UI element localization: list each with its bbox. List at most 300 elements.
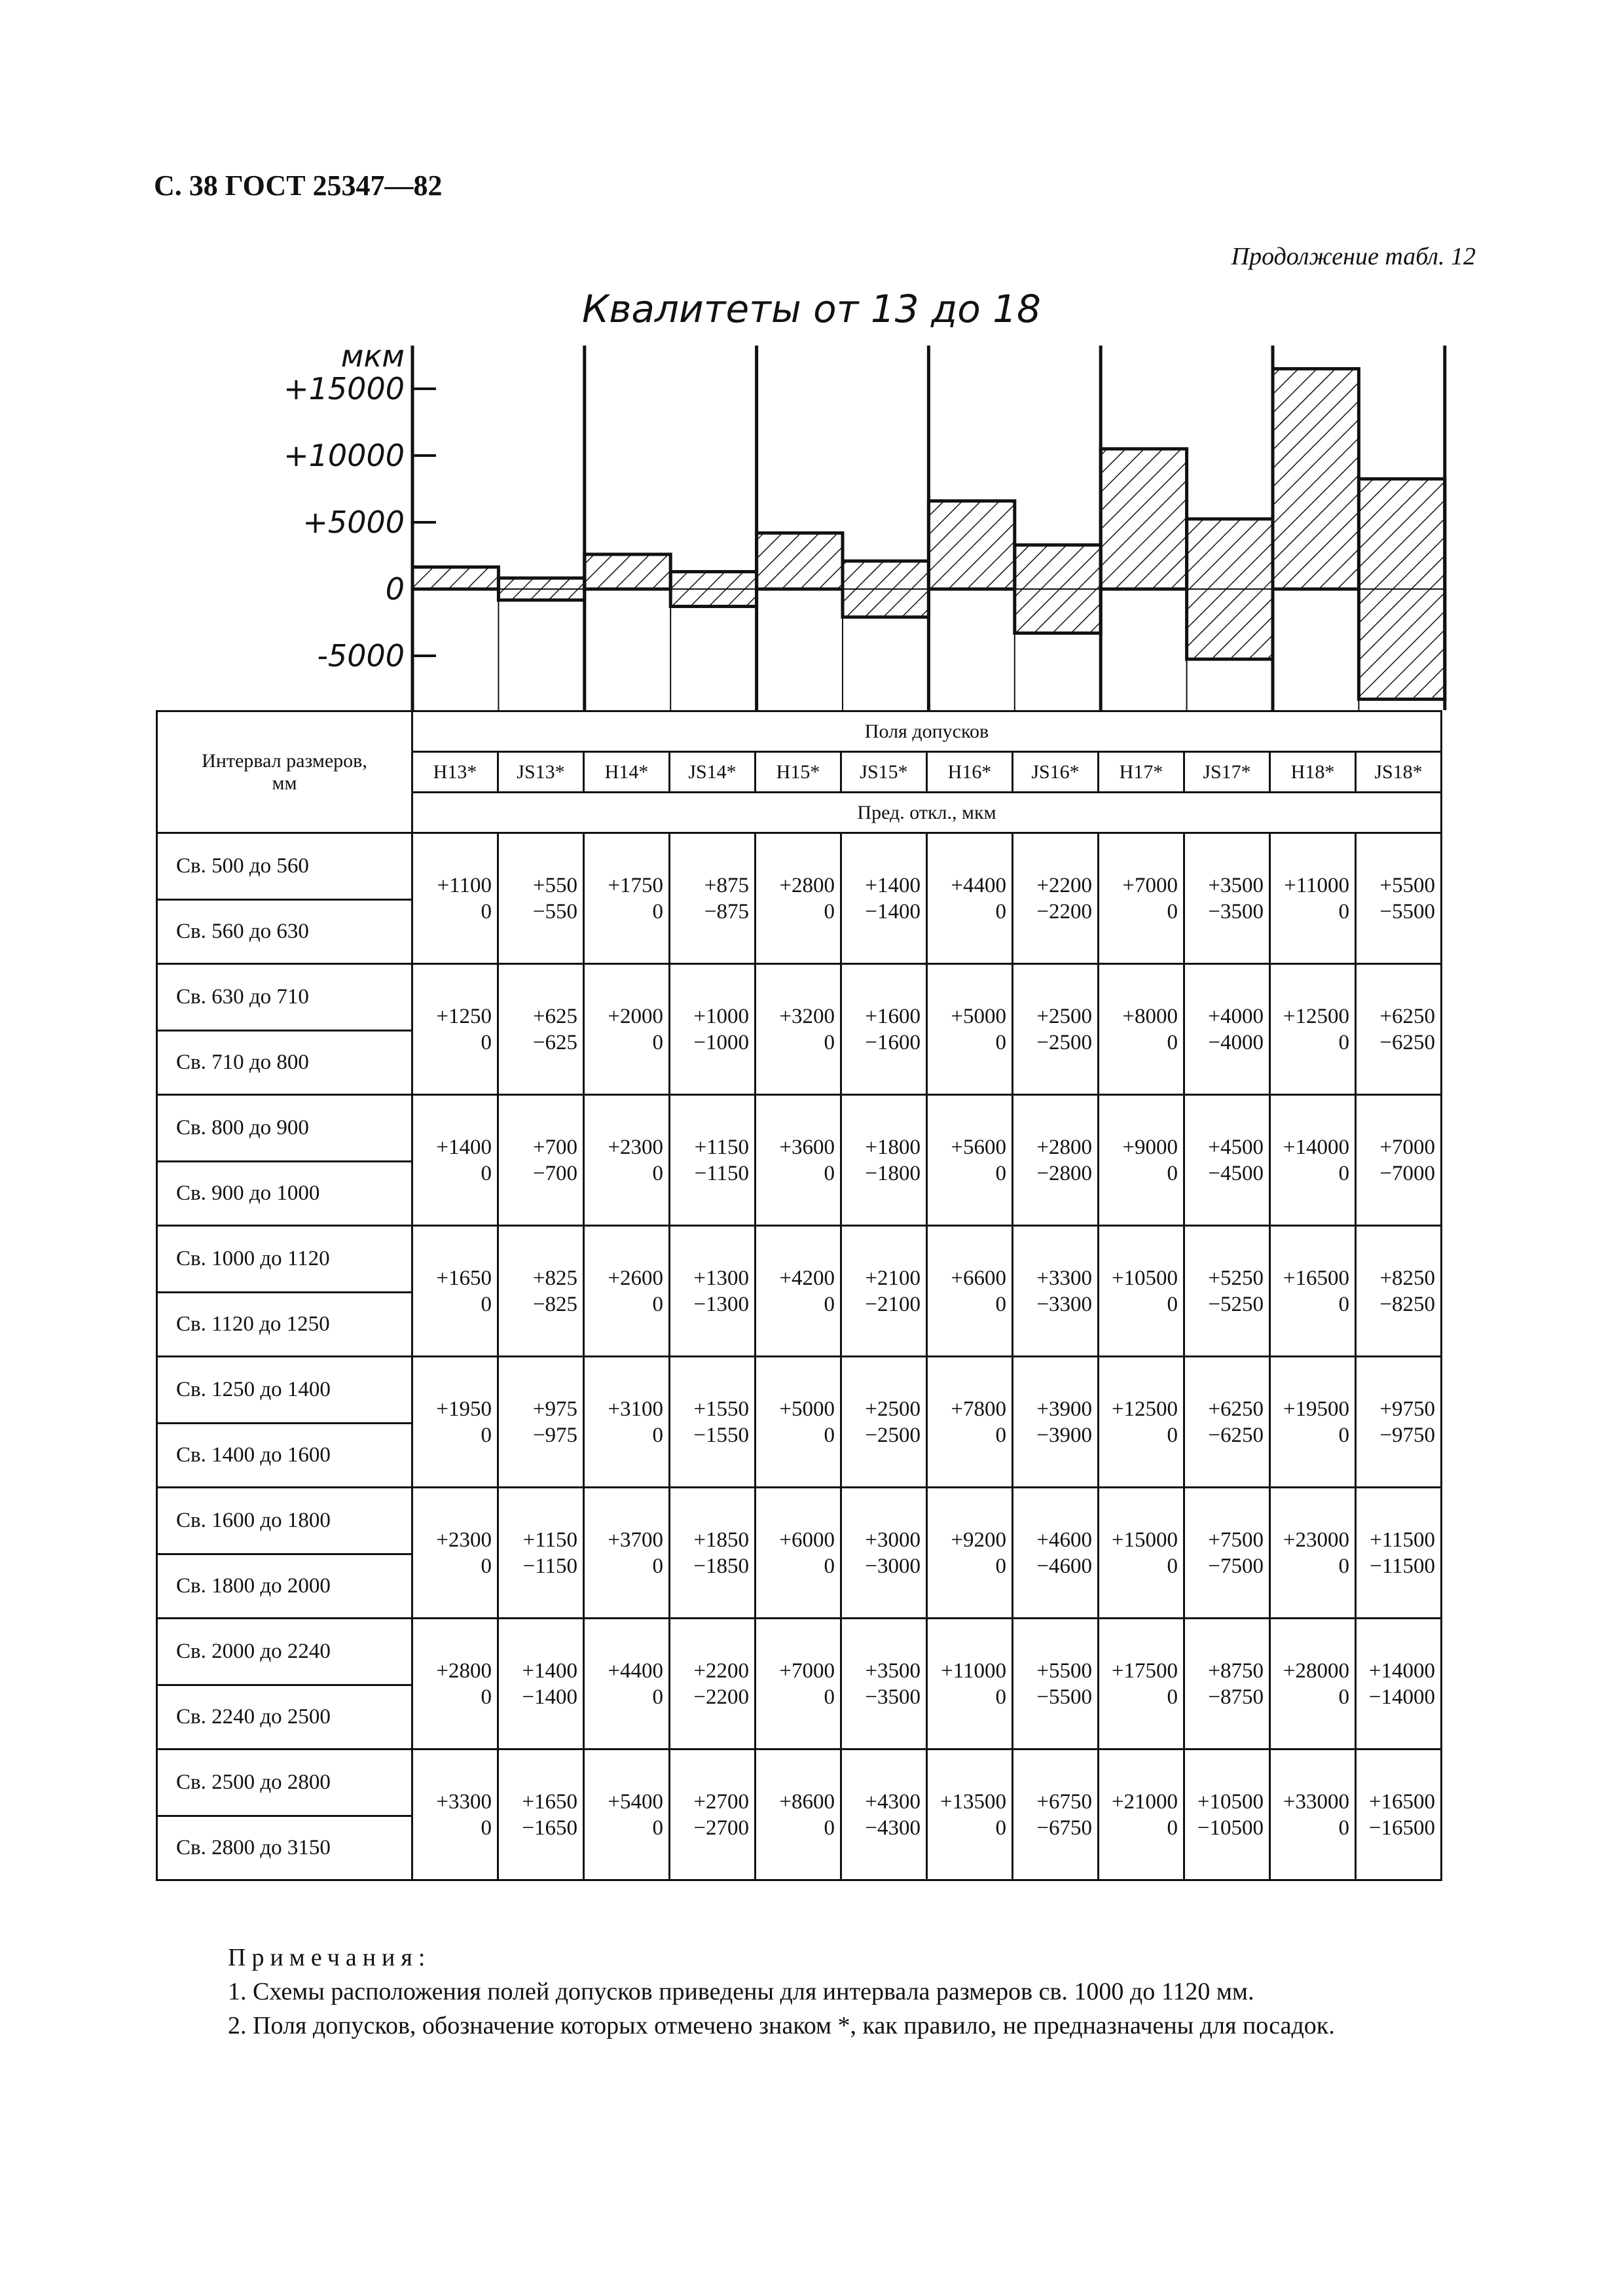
- lower-deviation: −8250: [1379, 1292, 1435, 1316]
- upper-deviation: +1850: [693, 1528, 749, 1552]
- deviation-cell: [927, 1226, 1013, 1357]
- y-tick-label: -5000: [317, 638, 405, 673]
- upper-deviation: +23000: [1283, 1528, 1349, 1552]
- deviation-header: Пред. откл., мкм: [412, 793, 1442, 833]
- upper-deviation: +3500: [865, 1659, 921, 1683]
- deviation-cell: [1013, 1749, 1099, 1880]
- deviation-cell: [670, 1488, 756, 1619]
- tolerance-bar-h15: [757, 533, 843, 589]
- upper-deviation: +4400: [951, 873, 1006, 897]
- note-1: 1. Схемы расположения полей допусков приведены для интервала размеров св. 1000 до 1120 мм.: [228, 1978, 1254, 2005]
- lower-deviation: −8750: [1208, 1685, 1264, 1709]
- interval-cell: Св. 1800 до 2000: [157, 1554, 412, 1619]
- lower-deviation: 0: [652, 1292, 663, 1316]
- interval-cell: Св. 1600 до 1800: [157, 1488, 412, 1554]
- deviation-cell: [1270, 1095, 1356, 1226]
- interval-cell: Св. 1400 до 1600: [157, 1424, 412, 1488]
- upper-deviation: +2000: [608, 1004, 663, 1028]
- deviation-cell: [1184, 833, 1270, 964]
- interval-cell: Св. 1000 до 1120: [157, 1226, 412, 1293]
- tolerance-bar-js13: [498, 578, 584, 600]
- upper-deviation: +3200: [779, 1004, 835, 1028]
- lower-deviation: 0: [824, 1423, 835, 1447]
- lower-deviation: −2100: [865, 1292, 921, 1316]
- lower-deviation: 0: [995, 1816, 1006, 1840]
- deviation-cell: [1270, 1749, 1356, 1880]
- lower-deviation: −5250: [1208, 1292, 1264, 1316]
- deviation-cell: [584, 1488, 670, 1619]
- upper-deviation: +9000: [1122, 1135, 1178, 1159]
- upper-deviation: +975: [532, 1397, 577, 1421]
- tolerance-bar-h13: [412, 567, 498, 589]
- upper-deviation: +2600: [608, 1266, 663, 1290]
- deviation-cell: [412, 1749, 498, 1880]
- deviation-cell: [1013, 1095, 1099, 1226]
- tolerance-bar-js16: [1015, 545, 1101, 634]
- interval-cell: Св. 560 до 630: [157, 900, 412, 964]
- upper-deviation: +4500: [1208, 1135, 1264, 1159]
- lower-deviation: −2200: [1036, 899, 1092, 924]
- deviation-cell: [1356, 964, 1442, 1095]
- upper-deviation: +7500: [1208, 1528, 1264, 1552]
- lower-deviation: −3000: [865, 1554, 921, 1578]
- deviation-cell: [584, 964, 670, 1095]
- upper-deviation: +2500: [865, 1397, 921, 1421]
- lower-deviation: −4300: [865, 1816, 921, 1840]
- deviation-cell: [498, 833, 584, 964]
- interval-cell: Св. 2500 до 2800: [157, 1749, 412, 1816]
- upper-deviation: +2100: [865, 1266, 921, 1290]
- column-header: JS18*: [1356, 752, 1442, 793]
- deviation-cell: [1184, 1488, 1270, 1619]
- lower-deviation: −1850: [693, 1554, 749, 1578]
- upper-deviation: +1150: [522, 1528, 577, 1552]
- upper-deviation: +8250: [1379, 1266, 1435, 1290]
- deviation-cell: [1184, 1357, 1270, 1488]
- notes-block: [156, 1941, 1472, 2043]
- deviation-cell: [1270, 1619, 1356, 1749]
- lower-deviation: 0: [1167, 1816, 1178, 1840]
- upper-deviation: +7000: [779, 1659, 835, 1683]
- deviation-cell: [1184, 1619, 1270, 1749]
- deviation-cell: [841, 1357, 927, 1488]
- lower-deviation: −4000: [1208, 1030, 1264, 1054]
- upper-deviation: +5400: [608, 1789, 663, 1814]
- interval-header: Интервал размеров, мм: [157, 711, 412, 833]
- tolerance-field-chart: [0, 0, 1623, 713]
- lower-deviation: 0: [824, 1816, 835, 1840]
- upper-deviation: +14000: [1368, 1659, 1435, 1683]
- lower-deviation: 0: [1167, 1423, 1178, 1447]
- lower-deviation: −7000: [1379, 1161, 1435, 1185]
- upper-deviation: +17500: [1111, 1659, 1178, 1683]
- lower-deviation: 0: [1338, 1161, 1349, 1185]
- column-header: H18*: [1270, 752, 1356, 793]
- interval-cell: Св. 1250 до 1400: [157, 1357, 412, 1424]
- lower-deviation: 0: [1167, 1292, 1178, 1316]
- lower-deviation: −2800: [1036, 1161, 1092, 1185]
- deviation-cell: [1013, 1357, 1099, 1488]
- lower-deviation: −825: [532, 1292, 577, 1316]
- lower-deviation: 0: [481, 1161, 492, 1185]
- interval-cell: Св. 900 до 1000: [157, 1162, 412, 1226]
- lower-deviation: −14000: [1368, 1685, 1435, 1709]
- deviation-cell: [927, 1357, 1013, 1488]
- lower-deviation: 0: [652, 1816, 663, 1840]
- upper-deviation: +1400: [436, 1135, 492, 1159]
- upper-deviation: +3600: [779, 1135, 835, 1159]
- deviation-cell: [584, 1095, 670, 1226]
- upper-deviation: +2800: [1036, 1135, 1092, 1159]
- tolerance-bar-js15: [843, 561, 928, 617]
- note-2: 2. Поля допусков, обозначение которых отмечено знаком *, как правило, не предназначены для посадок.: [228, 2012, 1335, 2039]
- column-header: JS17*: [1184, 752, 1270, 793]
- deviation-cell: [756, 1095, 841, 1226]
- upper-deviation: +12500: [1111, 1397, 1178, 1421]
- upper-deviation: +825: [532, 1266, 577, 1290]
- upper-deviation: +11000: [1284, 873, 1349, 897]
- lower-deviation: 0: [824, 1554, 835, 1578]
- upper-deviation: +13500: [939, 1789, 1006, 1814]
- lower-deviation: −1150: [522, 1554, 577, 1578]
- tolerance-bar-js17: [1187, 519, 1273, 659]
- lower-deviation: 0: [995, 899, 1006, 924]
- deviation-cell: [498, 1749, 584, 1880]
- deviation-cell: [584, 1619, 670, 1749]
- deviation-cell: [1356, 1749, 1442, 1880]
- deviation-cell: [498, 1357, 584, 1488]
- upper-deviation: +6750: [1036, 1789, 1092, 1814]
- upper-deviation: +16500: [1283, 1266, 1349, 1290]
- lower-deviation: 0: [995, 1292, 1006, 1316]
- lower-deviation: 0: [824, 1030, 835, 1054]
- upper-deviation: +2700: [693, 1789, 749, 1814]
- lower-deviation: −11500: [1370, 1554, 1435, 1578]
- upper-deviation: +1750: [608, 873, 663, 897]
- lower-deviation: −6750: [1036, 1816, 1092, 1840]
- upper-deviation: +625: [532, 1004, 577, 1028]
- lower-deviation: 0: [1338, 1554, 1349, 1578]
- upper-deviation: +11500: [1370, 1528, 1435, 1552]
- interval-cell: Св. 500 до 560: [157, 833, 412, 900]
- upper-deviation: +4200: [779, 1266, 835, 1290]
- tolerance-bar-h16: [928, 501, 1014, 589]
- lower-deviation: −10500: [1197, 1816, 1264, 1840]
- lower-deviation: −975: [532, 1423, 577, 1447]
- deviation-cell: [1356, 1095, 1442, 1226]
- lower-deviation: 0: [824, 1685, 835, 1709]
- upper-deviation: +19500: [1283, 1397, 1349, 1421]
- deviation-cell: [1099, 1619, 1184, 1749]
- column-header: H16*: [927, 752, 1013, 793]
- deviation-cell: [670, 1357, 756, 1488]
- lower-deviation: 0: [1167, 1030, 1178, 1054]
- deviation-cell: [841, 1619, 927, 1749]
- lower-deviation: −1550: [693, 1423, 749, 1447]
- upper-deviation: +2300: [608, 1135, 663, 1159]
- tolerance-bar-h14: [585, 554, 670, 589]
- lower-deviation: −2700: [693, 1816, 749, 1840]
- lower-deviation: 0: [1338, 899, 1349, 924]
- upper-deviation: +5250: [1208, 1266, 1264, 1290]
- column-header: H17*: [1099, 752, 1184, 793]
- upper-deviation: +1650: [522, 1789, 577, 1814]
- deviation-cell: [412, 1619, 498, 1749]
- interval-cell: Св. 2000 до 2240: [157, 1619, 412, 1685]
- deviation-cell: [756, 1749, 841, 1880]
- lower-deviation: 0: [652, 1030, 663, 1054]
- lower-deviation: −1400: [865, 899, 921, 924]
- deviation-cell: [498, 1226, 584, 1357]
- y-tick-label: +15000: [283, 371, 405, 406]
- lower-deviation: 0: [824, 1161, 835, 1185]
- deviation-cell: [756, 1619, 841, 1749]
- upper-deviation: +1600: [865, 1004, 921, 1028]
- interval-cell: Св. 800 до 900: [157, 1095, 412, 1162]
- upper-deviation: +7000: [1122, 873, 1178, 897]
- deviation-cell: [1099, 1357, 1184, 1488]
- deviation-cell: [412, 1226, 498, 1357]
- lower-deviation: 0: [652, 1554, 663, 1578]
- upper-deviation: +16500: [1368, 1789, 1435, 1814]
- upper-deviation: +6000: [779, 1528, 835, 1552]
- deviation-cell: [1270, 833, 1356, 964]
- upper-deviation: +3300: [1036, 1266, 1092, 1290]
- upper-deviation: +4400: [608, 1659, 663, 1683]
- column-header: JS16*: [1013, 752, 1099, 793]
- upper-deviation: +6600: [951, 1266, 1006, 1290]
- deviation-cell: [1356, 1357, 1442, 1488]
- deviation-cell: [1013, 1619, 1099, 1749]
- y-tick-label: +10000: [283, 438, 405, 473]
- tolerance-bar-h17: [1101, 449, 1186, 589]
- column-header: H15*: [756, 752, 841, 793]
- upper-deviation: +5500: [1036, 1659, 1092, 1683]
- lower-deviation: 0: [652, 1161, 663, 1185]
- lower-deviation: 0: [1338, 1685, 1349, 1709]
- deviation-cell: [1184, 1749, 1270, 1880]
- lower-deviation: 0: [652, 1685, 663, 1709]
- lower-deviation: −700: [532, 1161, 577, 1185]
- deviation-cell: [1270, 1226, 1356, 1357]
- deviation-cell: [1356, 833, 1442, 964]
- tolerance-bar-js14: [670, 571, 756, 606]
- lower-deviation: −16500: [1368, 1816, 1435, 1840]
- deviation-cell: [1184, 1095, 1270, 1226]
- deviation-cell: [1099, 1095, 1184, 1226]
- y-tick-label: +5000: [302, 505, 405, 540]
- deviation-cell: [756, 1488, 841, 1619]
- y-axis-unit-label: мкм: [340, 338, 405, 374]
- upper-deviation: +28000: [1283, 1659, 1349, 1683]
- lower-deviation: −1400: [522, 1685, 577, 1709]
- lower-deviation: −6250: [1379, 1030, 1435, 1054]
- upper-deviation: +1950: [436, 1397, 492, 1421]
- upper-deviation: +1150: [694, 1135, 749, 1159]
- lower-deviation: −875: [704, 899, 749, 924]
- deviation-cell: [927, 1749, 1013, 1880]
- upper-deviation: +11000: [941, 1659, 1006, 1683]
- upper-deviation: +5000: [779, 1397, 835, 1421]
- lower-deviation: 0: [481, 1816, 492, 1840]
- interval-cell: Св. 2240 до 2500: [157, 1685, 412, 1749]
- upper-deviation: +2500: [1036, 1004, 1092, 1028]
- upper-deviation: +550: [532, 873, 577, 897]
- lower-deviation: 0: [1338, 1292, 1349, 1316]
- deviation-cell: [584, 1226, 670, 1357]
- lower-deviation: −6250: [1208, 1423, 1264, 1447]
- upper-deviation: +9200: [951, 1528, 1006, 1552]
- upper-deviation: +5600: [951, 1135, 1006, 1159]
- lower-deviation: −625: [532, 1030, 577, 1054]
- lower-deviation: 0: [481, 1685, 492, 1709]
- deviation-cell: [756, 833, 841, 964]
- upper-deviation: +8000: [1122, 1004, 1178, 1028]
- lower-deviation: 0: [481, 899, 492, 924]
- deviation-cell: [498, 1095, 584, 1226]
- deviation-cell: [841, 833, 927, 964]
- lower-deviation: 0: [481, 1423, 492, 1447]
- interval-cell: Св. 1120 до 1250: [157, 1293, 412, 1357]
- deviation-cell: [670, 833, 756, 964]
- lower-deviation: 0: [995, 1554, 1006, 1578]
- deviation-cell: [1270, 964, 1356, 1095]
- upper-deviation: +8600: [779, 1789, 835, 1814]
- lower-deviation: −4500: [1208, 1161, 1264, 1185]
- upper-deviation: +9750: [1379, 1397, 1435, 1421]
- table-continuation-label: Продолжение табл. 12: [1231, 243, 1476, 270]
- upper-deviation: +1400: [522, 1659, 577, 1683]
- tolerance-bar-js18: [1359, 479, 1444, 700]
- deviation-cell: [1099, 1226, 1184, 1357]
- lower-deviation: −3500: [1208, 899, 1264, 924]
- deviation-cell: [927, 1095, 1013, 1226]
- upper-deviation: +5500: [1379, 873, 1435, 897]
- upper-deviation: +4600: [1036, 1528, 1092, 1552]
- interval-cell: Св. 630 до 710: [157, 964, 412, 1031]
- lower-deviation: 0: [995, 1161, 1006, 1185]
- upper-deviation: +3100: [608, 1397, 663, 1421]
- lower-deviation: 0: [652, 899, 663, 924]
- deviation-cell: [498, 1488, 584, 1619]
- upper-deviation: +3000: [865, 1528, 921, 1552]
- upper-deviation: +1800: [865, 1135, 921, 1159]
- deviation-cell: [1013, 1226, 1099, 1357]
- lower-deviation: −2500: [865, 1423, 921, 1447]
- upper-deviation: +8750: [1208, 1659, 1264, 1683]
- deviation-cell: [584, 1357, 670, 1488]
- lower-deviation: −2500: [1036, 1030, 1092, 1054]
- deviation-cell: [1013, 964, 1099, 1095]
- upper-deviation: +1250: [436, 1004, 492, 1028]
- lower-deviation: 0: [1338, 1816, 1349, 1840]
- deviation-cell: [412, 964, 498, 1095]
- upper-deviation: +3500: [1208, 873, 1264, 897]
- upper-deviation: +7800: [951, 1397, 1006, 1421]
- deviation-cell: [670, 1619, 756, 1749]
- upper-deviation: +3700: [608, 1528, 663, 1552]
- upper-deviation: +2300: [436, 1528, 492, 1552]
- y-tick-label: 0: [385, 571, 405, 607]
- deviation-cell: [927, 1619, 1013, 1749]
- lower-deviation: −3500: [865, 1685, 921, 1709]
- deviation-cell: [1270, 1357, 1356, 1488]
- deviation-cell: [1099, 833, 1184, 964]
- column-header: JS15*: [841, 752, 927, 793]
- upper-deviation: +1000: [693, 1004, 749, 1028]
- deviation-cell: [412, 833, 498, 964]
- lower-deviation: −2200: [693, 1685, 749, 1709]
- deviation-cell: [670, 1226, 756, 1357]
- lower-deviation: −5500: [1379, 899, 1435, 924]
- deviation-cell: [1356, 1619, 1442, 1749]
- lower-deviation: −9750: [1379, 1423, 1435, 1447]
- deviation-cell: [756, 1226, 841, 1357]
- deviation-cell: [1099, 1749, 1184, 1880]
- tolerance-bar-h18: [1273, 368, 1359, 589]
- lower-deviation: −1600: [865, 1030, 921, 1054]
- deviation-cell: [412, 1357, 498, 1488]
- upper-deviation: +1300: [693, 1266, 749, 1290]
- interval-cell: Св. 710 до 800: [157, 1031, 412, 1095]
- deviation-cell: [1099, 1488, 1184, 1619]
- deviation-cell: [841, 1488, 927, 1619]
- lower-deviation: 0: [1338, 1030, 1349, 1054]
- lower-deviation: 0: [1167, 1554, 1178, 1578]
- lower-deviation: −550: [532, 899, 577, 924]
- lower-deviation: 0: [995, 1685, 1006, 1709]
- lower-deviation: −1000: [693, 1030, 749, 1054]
- upper-deviation: +10500: [1197, 1789, 1264, 1814]
- lower-deviation: 0: [481, 1030, 492, 1054]
- deviation-cell: [584, 1749, 670, 1880]
- upper-deviation: +2800: [779, 873, 835, 897]
- upper-deviation: +1550: [693, 1397, 749, 1421]
- deviation-cell: [927, 1488, 1013, 1619]
- deviation-cell: [498, 964, 584, 1095]
- lower-deviation: 0: [1338, 1423, 1349, 1447]
- upper-deviation: +2200: [693, 1659, 749, 1683]
- upper-deviation: +2200: [1036, 873, 1092, 897]
- deviation-cell: [841, 1095, 927, 1226]
- upper-deviation: +5000: [951, 1004, 1006, 1028]
- upper-deviation: +3900: [1036, 1397, 1092, 1421]
- upper-deviation: +4000: [1208, 1004, 1264, 1028]
- upper-deviation: +2800: [436, 1659, 492, 1683]
- upper-deviation: +700: [532, 1135, 577, 1159]
- deviation-cell: [927, 833, 1013, 964]
- lower-deviation: 0: [995, 1423, 1006, 1447]
- upper-deviation: +1100: [437, 873, 492, 897]
- deviation-cell: [584, 833, 670, 964]
- lower-deviation: 0: [1167, 1685, 1178, 1709]
- deviation-cell: [756, 964, 841, 1095]
- lower-deviation: −1300: [693, 1292, 749, 1316]
- lower-deviation: −4600: [1036, 1554, 1092, 1578]
- deviation-cell: [670, 1095, 756, 1226]
- deviation-cell: [1356, 1226, 1442, 1357]
- deviation-cell: [1099, 964, 1184, 1095]
- upper-deviation: +33000: [1283, 1789, 1349, 1814]
- deviation-cell: [841, 1226, 927, 1357]
- lower-deviation: −1150: [694, 1161, 749, 1185]
- deviation-cell: [756, 1357, 841, 1488]
- deviation-cell: [1184, 1226, 1270, 1357]
- deviation-cell: [1013, 833, 1099, 964]
- interval-cell: Св. 2800 до 3150: [157, 1816, 412, 1880]
- lower-deviation: 0: [481, 1554, 492, 1578]
- column-header: JS13*: [498, 752, 584, 793]
